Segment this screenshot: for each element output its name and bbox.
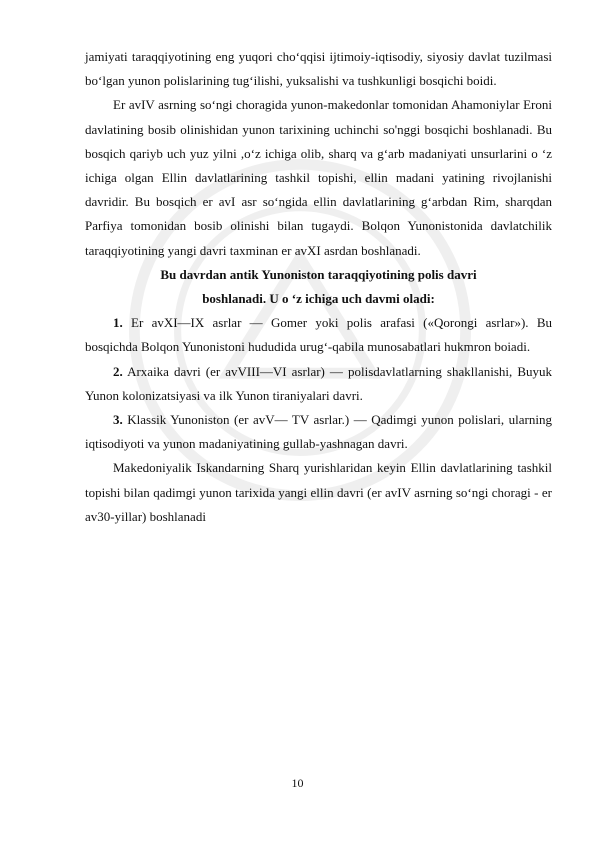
item-number: 1. — [113, 315, 123, 331]
section-heading-line1: Bu davrdan antik Yunoniston taraqqiyotining polis davri — [160, 266, 477, 282]
item-number: 3. — [113, 412, 123, 428]
list-item — [85, 408, 552, 456]
item-number: 2. — [113, 363, 123, 379]
paragraph-closing: Makedoniyalik Iskandarning Sharq yurishlaridan keyin Ellin davlatlarining tashkil topishi bilan qadimgi yunon tarixida yangi ellin davri (er avIV asrning so‘ngi choragi - er av30-yillar) boshlanadi — [85, 460, 552, 524]
page-number: 10 — [291, 776, 304, 790]
list-item — [85, 360, 552, 408]
paragraph-intro: jamiyati taraqqiyotining eng yuqori cho‘qqisi ijtimoiy-iqtisodiy, siyosiy davlat tuzilmasi bo‘lgan yunon polislarining tug‘ilishi, yuksalishi va tushkunligi bosqichi boidi. — [85, 49, 552, 89]
paragraph-third-stage: Er avIV asrning so‘ngi choragida yunon-makedonlar tomonidan Ahamoniylar Eroni davlatining bosib olinishidan yunon tarixining uchinchi so'nggi bosqichi boshlanadi. Bu bosqich qariyb uch yuz yilni ,o‘z ichiga olib, sharq va g‘arb madaniyati unsurlarini o ‘z ichiga olgan Ellin davlatlarining tashkil topishi, ellin madani yatining rivojlanishi davridir. Bu bosqich er avI asr so‘ngida ellin davlatlarining g‘arbdan Rim, sharqdan Parfiya tomonidan bosib olinishi bilan tugaydi. Bolqon Yunonistonida davlatchilik taraqqiyotining yangi davri taxminan er avXI asrdan boshlanadi. — [85, 97, 552, 258]
item-text: Arxaika davri (er avVIII—VI asrlar) — polisdavlatlarning shakllanishi, Buyuk Yunon kolonizatsiyasi va ilk Yunon tiraniyalari davri. — [85, 363, 552, 403]
item-text: Er avXI—IX asrlar — Gomer yoki polis arafasi («Qorongi asrlar»). Bu bosqichda Bolqon Yunonistoni hududida urug‘-qabila munosabatlari hukmron boiadi. — [85, 315, 552, 355]
section-heading-line2: boshlanadi. U o ‘z ichiga uch davmi oladi: — [202, 291, 435, 307]
list-item — [85, 311, 552, 359]
item-text: Klassik Yunoniston (er avV— TV asrlar.) — Qadimgi yunon polislari, ularning iqtisodiyoti va yunon madaniyatining gullab-yashnagan davri. — [85, 412, 552, 452]
body-text — [85, 45, 552, 529]
